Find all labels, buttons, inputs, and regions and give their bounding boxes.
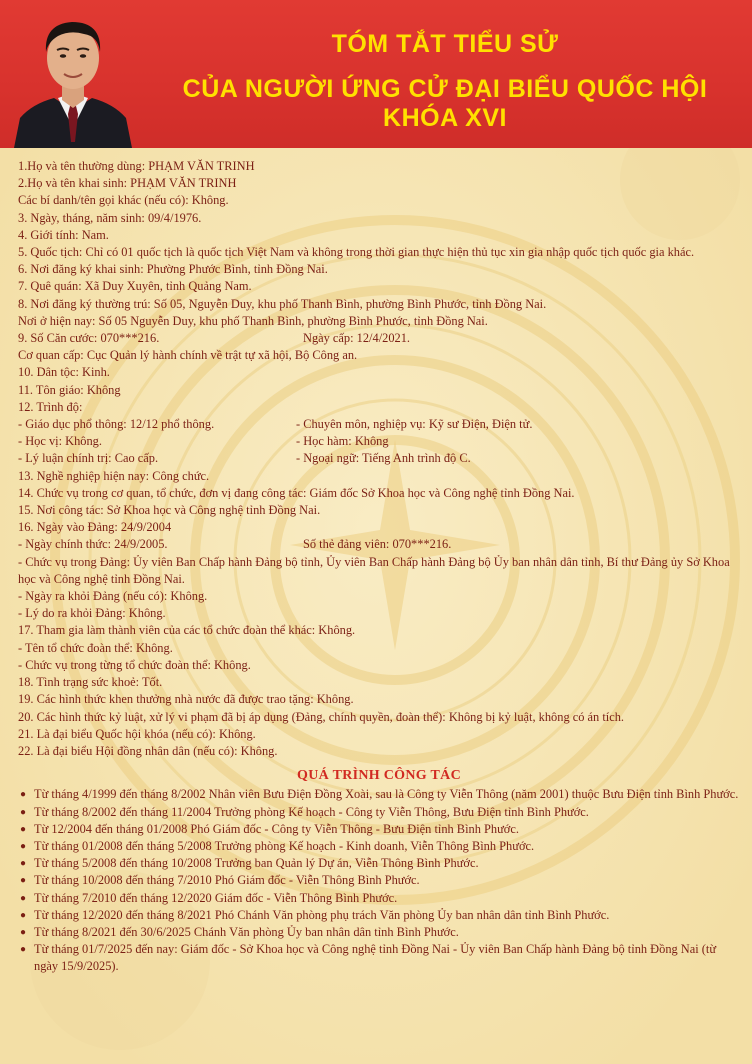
bio-hometown: 7. Quê quán: Xã Duy Xuyên, tỉnh Quảng Nam. [18, 279, 252, 294]
bio-party-row [18, 536, 740, 553]
work-history-text: Từ tháng 5/2008 đến tháng 10/2008 Trưởng ban Quản lý Dự án, Viễn Thông Bình Phước. [34, 856, 479, 871]
bio-na-delegate: 21. Là đại biểu Quốc hội khóa (nếu có): Không. [18, 726, 256, 741]
work-history-text: Từ 12/2004 đến tháng 01/2008 Phó Giám đốc - Công ty Viễn Thông - Bưu Điện tỉnh Bình Phước. [34, 821, 519, 836]
bio-health: 18. Tình trạng sức khoẻ: Tốt. [18, 675, 163, 690]
work-history-item [20, 821, 740, 838]
bio-workplace: 15. Nơi công tác: Sở Khoa học và Công nghệ tỉnh Đồng Nai. [18, 503, 321, 518]
bio-current-residence: Nơi ở hiện nay: Số 05 Nguyễn Duy, khu phố Thanh Bình, phường Bình Phước, tỉnh Đồng Nai. [18, 313, 488, 328]
bio-foreign-language: - Ngoại ngữ: Tiếng Anh trình độ C. [296, 451, 471, 466]
work-history-item [20, 838, 740, 855]
bio-specialty: - Chuyên môn, nghiệp vụ: Kỹ sư Điện, Điện tử. [296, 417, 533, 432]
bio-party-leave-reason: - Lý do ra khỏi Đảng: Không. [18, 606, 166, 621]
bio-organization-name: - Tên tổ chức đoàn thể: Không. [18, 640, 173, 655]
page-title-line-1: TÓM TẮT TIỂU SỬ [331, 30, 559, 58]
bio-permanent-residence: 8. Nơi đăng ký thường trú: Số 05, Nguyễn Duy, khu phố Thanh Bình, phường Bình Phước, tỉnh Đồng Nai. [18, 296, 547, 311]
bullet-icon: ● [20, 823, 27, 835]
bio-organizations: 17. Tham gia làm thành viên của các tổ chức đoàn thể khác: Không. [18, 623, 356, 638]
bullet-icon: ● [20, 892, 27, 904]
work-history-text: Từ tháng 4/1999 đến tháng 8/2002 Nhân viên Bưu Điện Đồng Xoài, sau là Công ty Viễn Thông (năm 2001) thuộc Bưu Điện tỉnh Bình Phước. [34, 787, 739, 802]
bio-party-official-date: - Ngày chính thức: 24/9/2005. [18, 537, 168, 552]
bio-discipline: 20. Các hình thức kỷ luật, xử lý vi phạm đã bị áp dụng (Đảng, chính quyền, đoàn thể): Không bị kỷ luật, không có án tích. [18, 709, 625, 724]
bio-id-issue-date: Ngày cấp: 12/4/2021. [303, 331, 411, 346]
bio-organization-position: - Chức vụ trong từng tổ chức đoàn thể: Không. [18, 657, 251, 672]
bio-party-leave-date: - Ngày ra khỏi Đảng (nếu có): Không. [18, 589, 208, 604]
candidate-portrait [14, 6, 132, 148]
header-banner [0, 0, 752, 148]
work-history-text: Từ tháng 8/2021 đến 30/6/2025 Chánh Văn phòng Ủy ban nhân dân tỉnh Bình Phước. [34, 924, 459, 939]
bio-id-row [18, 330, 740, 347]
bio-party-card: Số thẻ đảng viên: 070***216. [303, 537, 452, 552]
bio-general-education: - Giáo dục phổ thông: 12/12 phổ thông. [18, 417, 215, 432]
work-history-item [20, 890, 740, 907]
bullet-icon: ● [20, 806, 27, 818]
bullet-icon: ● [20, 944, 27, 956]
bio-education-row-3 [18, 450, 740, 467]
work-history-text: Từ tháng 01/2008 đến tháng 5/2008 Trưởng phòng Kế hoạch - Kinh doanh, Viễn Thông Bình Phước. [34, 838, 535, 853]
bullet-icon: ● [20, 926, 27, 938]
work-history-text: Từ tháng 8/2002 đến tháng 11/2004 Trưởng phòng Kế hoạch - Công ty Viễn Thông, Bưu Điện tỉnh Bình Phước. [34, 804, 589, 819]
bullet-icon: ● [20, 840, 27, 852]
work-history-text: Từ tháng 7/2010 đến tháng 12/2020 Giám đốc - Viễn Thông Bình Phước. [34, 890, 398, 905]
page-title-line-2: CỦA NGƯỜI ỨNG CỬ ĐẠI BIỂU QUỐC HỘI KHÓA XVI [182, 75, 708, 132]
bio-education-row-2 [18, 433, 740, 450]
bio-degree: - Học vị: Không. [18, 434, 102, 449]
bio-occupation: 13. Nghề nghiệp hiện nay: Công chức. [18, 468, 210, 483]
bio-academic-title: - Học hàm: Không [296, 434, 389, 449]
work-history-text: Từ tháng 01/7/2025 đến nay: Giám đốc - Sở Khoa học và Công nghệ tỉnh Đồng Nai - Ủy viên Ban Chấp hành Đảng bộ tỉnh Đồng Nai (từ ngày 15/9/2025). [34, 942, 717, 974]
bio-id-issuer: Cơ quan cấp: Cục Quản lý hành chính về trật tự xã hội, Bộ Công an. [18, 348, 358, 363]
work-history-item [20, 907, 740, 924]
work-history-item [20, 855, 740, 872]
bio-awards: 19. Các hình thức khen thưởng nhà nước đã được trao tặng: Không. [18, 692, 354, 707]
bio-religion: 11. Tôn giáo: Không [18, 382, 121, 397]
bio-birth-date: 3. Ngày, tháng, năm sinh: 09/4/1976. [18, 210, 202, 225]
bullet-icon: ● [20, 909, 27, 921]
work-history-title: QUÁ TRÌNH CÔNG TÁC [297, 768, 461, 784]
bio-birth-registration: 6. Nơi đăng ký khai sinh: Phường Phước Bình, tỉnh Đồng Nai. [18, 262, 328, 277]
work-history-item [20, 872, 740, 889]
bio-education-heading: 12. Trình độ: [18, 399, 83, 414]
bio-common-name: 1.Họ và tên thường dùng: PHẠM VĂN TRINH [18, 159, 255, 173]
bio-aliases: Các bí danh/tên gọi khác (nếu có): Không. [18, 193, 229, 208]
work-history-item [20, 786, 740, 803]
work-history-text: Từ tháng 12/2020 đến tháng 8/2021 Phó Chánh Văn phòng phụ trách Văn phòng Ủy ban nhân dân tỉnh Bình Phước. [34, 907, 610, 922]
bullet-icon: ● [20, 858, 27, 870]
bio-id-number: 9. Số Căn cước: 070***216. [18, 331, 160, 346]
bio-party-join-date: 16. Ngày vào Đảng: 24/9/2004 [18, 520, 172, 535]
bio-birth-name: 2.Họ và tên khai sinh: PHẠM VĂN TRINH [18, 176, 237, 191]
work-history-item [20, 924, 740, 941]
bio-education-row-1 [18, 416, 740, 433]
biography-content [18, 158, 740, 976]
bullet-icon: ● [20, 789, 27, 801]
work-history-item [20, 804, 740, 821]
work-history-text: Từ tháng 10/2008 đến tháng 7/2010 Phó Giám đốc - Viễn Thông Bình Phước. [34, 873, 420, 888]
bio-ethnicity: 10. Dân tộc: Kinh. [18, 365, 110, 380]
bio-party-position: - Chức vụ trong Đảng: Ủy viên Ban Chấp hành Đảng bộ tỉnh, Ủy viên Ban Chấp hành Đảng bộ Ủy ban nhân dân tỉnh, Bí thư Đảng ủy Sở Khoa học và Công nghệ tỉnh Đồng Nai. [18, 554, 730, 586]
bullet-icon: ● [20, 875, 27, 887]
bio-gender: 4. Giới tính: Nam. [18, 227, 109, 242]
bio-political-theory: - Lý luận chính trị: Cao cấp. [18, 451, 159, 466]
bio-council-delegate: 22. Là đại biểu Hội đồng nhân dân (nếu có): Không. [18, 743, 278, 758]
work-history-item [20, 941, 740, 975]
work-history-list [18, 786, 740, 975]
bio-nationality: 5. Quốc tịch: Chỉ có 01 quốc tịch là quốc tịch Việt Nam và không trong thời gian thực hiện thủ tục xin gia nhập quốc tịch quốc gia khác. [18, 245, 695, 260]
bio-position: 14. Chức vụ trong cơ quan, tổ chức, đơn vị đang công tác: Giám đốc Sở Khoa học và Công nghệ tỉnh Đồng Nai. [18, 485, 575, 500]
